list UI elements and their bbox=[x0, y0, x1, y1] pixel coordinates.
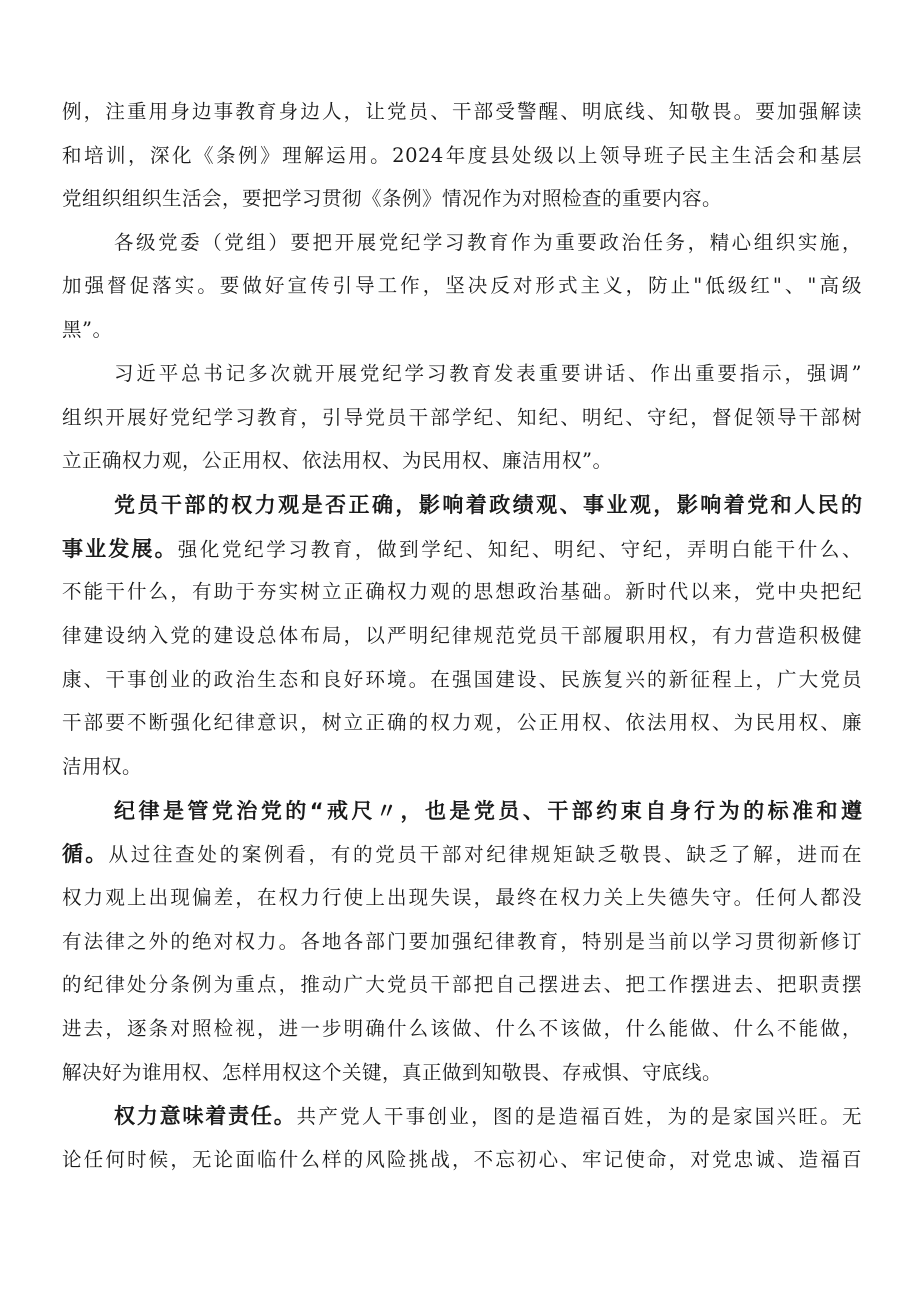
paragraph-4-line-3: 不能干什么，有助于夯实树立正确权力观的思想政治基础。新时代以来，党中央把纪 bbox=[62, 580, 862, 603]
paragraph-4-line-4: 律建设纳入党的建设总体布局，以严明纪律规范党员干部履职用权，有力营造积极健 bbox=[62, 624, 862, 647]
paragraph-4-line-5: 康、干事创业的政治生态和良好环境。在强国建设、民族复兴的新征程上，广大党员 bbox=[62, 668, 862, 691]
paragraph-3-line-2: 组织开展好党纪学习教育，引导党员干部学纪、知纪、明纪、守纪，督促领导干部树 bbox=[62, 406, 862, 429]
paragraph-4-line-2 bbox=[62, 534, 862, 565]
paragraph-4-line-6: 干部要不断强化纪律意识，树立正确的权力观，公正用权、依法用权、为民用权、廉 bbox=[62, 711, 862, 734]
paragraph-5-heading-end: 循。 bbox=[62, 842, 109, 866]
paragraph-4-heading: 党员干部的权力观是否正确，影响着政绩观、事业观，影响着党和人民的 bbox=[114, 493, 862, 517]
paragraph-6-heading: 权力意味着责任。 bbox=[114, 1104, 297, 1128]
paragraph-5-line-2 bbox=[62, 839, 862, 870]
paragraph-5-heading: 纪律是管党治党的“戒尺〃，也是党员、干部约束自身行为的标准和遵 bbox=[114, 799, 862, 823]
paragraph-6-line-1 bbox=[114, 1101, 862, 1132]
paragraph-2-line-3: 黑”。 bbox=[62, 318, 113, 341]
paragraph-2-line-1: 各级党委（党组）要把开展党纪学习教育作为重要政治任务，精心组织实施， bbox=[114, 231, 862, 254]
paragraph-1-line-3: 党组织组织生活会，要把学习贯彻《条例》情况作为对照检查的重要内容。 bbox=[62, 187, 723, 210]
paragraph-1-line-2: 和培训，深化《条例》理解运用。2024年度县处级以上领导班子民主生活会和基层 bbox=[62, 144, 862, 167]
paragraph-2-line-2: 加强督促落实。要做好宣传引导工作，坚决反对形式主义，防止"低级红"、"高级 bbox=[62, 274, 862, 297]
paragraph-5-line-7: 解决好为谁用权、怎样用权这个关键，真正做到知敬畏、存戒惧、守底线。 bbox=[62, 1061, 723, 1084]
paragraph-5-line-3: 权力观上出现偏差，在权力行使上出现失误，最终在权力关上失德失守。任何人都没 bbox=[62, 886, 862, 909]
paragraph-4-line-7: 洁用权。 bbox=[62, 755, 143, 778]
paragraph-1-line-1: 例，注重用身边事教育身边人，让党员、干部受警醒、明底线、知敬畏。要加强解读 bbox=[62, 100, 862, 123]
paragraph-6-line-2: 论任何时候，无论面临什么样的风险挑战，不忘初心、牢记使命，对党忠诚、造福百 bbox=[62, 1148, 862, 1171]
paragraph-5-line-5: 的纪律处分条例为重点，推动广大党员干部把自己摆进去、把工作摆进去、把职责摆 bbox=[62, 973, 862, 996]
paragraph-5-line-2-text: 从过往查处的案例看，有的党员干部对纪律规矩缺乏敬畏、缺乏了解，进而在 bbox=[108, 843, 862, 866]
paragraph-4-line-2-text: 强化党纪学习教育，做到学纪、知纪、明纪、守纪，弄明白能干什么、 bbox=[177, 538, 862, 561]
paragraph-4-heading-end: 事业发展。 bbox=[62, 537, 178, 561]
paragraph-5-line-4: 有法律之外的绝对权力。各地各部门要加强纪律教育，特别是当前以学习贯彻新修订 bbox=[62, 930, 862, 953]
paragraph-3-line-3: 立正确权力观，公正用权、依法用权、为民用权、廉洁用权”。 bbox=[62, 449, 613, 472]
paragraph-5-line-6: 进去，逐条对照检视，进一步明确什么该做、什么不该做，什么能做、什么不能做， bbox=[62, 1017, 862, 1040]
paragraph-3-line-1: 习近平总书记多次就开展党纪学习教育发表重要讲话、作出重要指示，强调” bbox=[114, 362, 862, 385]
paragraph-6-line-1-text: 共产党人干事创业，图的是造福百姓，为的是家国兴旺。无 bbox=[296, 1105, 862, 1128]
